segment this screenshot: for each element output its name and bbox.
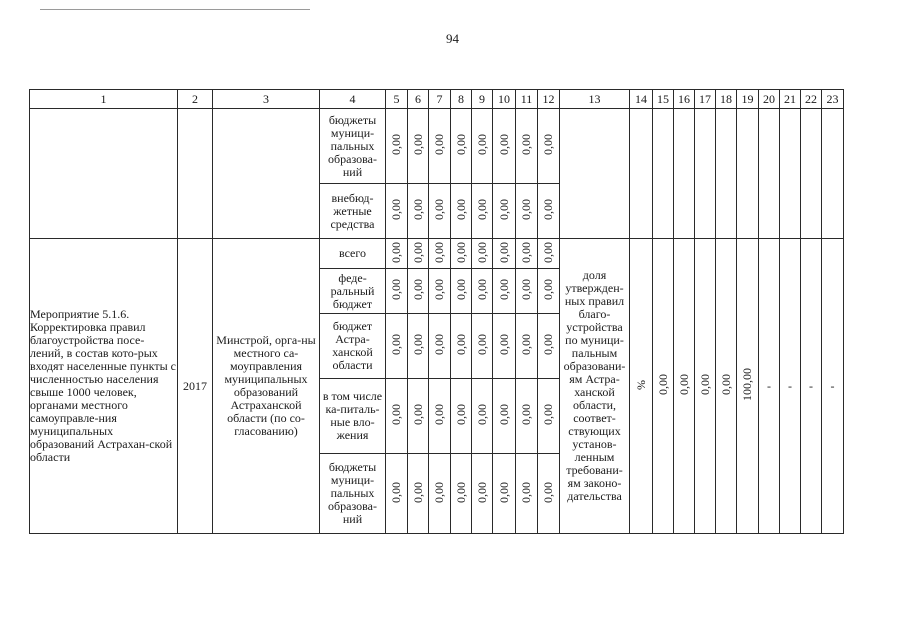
value-cell xyxy=(516,314,538,379)
col-header: 13 xyxy=(560,90,630,109)
value-cell xyxy=(472,239,493,269)
value-cell-text: 0,00 xyxy=(410,404,425,425)
col-header: 11 xyxy=(516,90,538,109)
col-header: 17 xyxy=(695,90,716,109)
funding-source: бюджет Астра-ханской области xyxy=(320,314,386,379)
value-cell-text: 0,00 xyxy=(519,334,533,355)
col-header: 19 xyxy=(737,90,759,109)
value-cell-text: 0,00 xyxy=(389,404,403,425)
value-cell-text: 0,00 xyxy=(410,279,425,300)
value-cell-text: 0,00 xyxy=(496,279,511,300)
value-cell xyxy=(451,454,472,534)
scan-artifact-line xyxy=(40,9,310,10)
col-header: 23 xyxy=(822,90,844,109)
value-cell xyxy=(429,184,451,239)
value-cell xyxy=(429,109,451,184)
target-value: - xyxy=(822,239,844,534)
col-header: 22 xyxy=(801,90,822,109)
value-cell-text: 0,00 xyxy=(410,481,425,503)
page-number: 94 xyxy=(446,31,459,46)
value-cell-text: 0,00 xyxy=(389,134,403,155)
empty-cell xyxy=(737,109,759,239)
value-cell xyxy=(493,239,516,269)
value-cell xyxy=(386,379,408,454)
value-cell xyxy=(493,184,516,239)
value-cell-text: 0,00 xyxy=(389,279,403,300)
table-row xyxy=(30,239,844,269)
header-row xyxy=(30,90,844,109)
target-value xyxy=(653,239,674,534)
funding-source: внебюд-жетные средства xyxy=(320,184,386,239)
value-cell xyxy=(538,239,560,269)
target-value-text: 0,00 xyxy=(676,374,691,395)
value-cell-text: 0,00 xyxy=(474,134,489,155)
budget-table xyxy=(29,89,844,534)
value-cell xyxy=(429,269,451,314)
value-cell-text: 0,00 xyxy=(453,134,468,155)
target-value-text: 100,00 xyxy=(740,368,754,401)
value-cell-text: 0,00 xyxy=(410,199,425,220)
value-cell xyxy=(386,269,408,314)
target-value-text: 0,00 xyxy=(697,374,712,395)
value-cell xyxy=(408,269,429,314)
value-cell-text: 0,00 xyxy=(410,334,425,355)
col-header: 5 xyxy=(386,90,408,109)
indicator-unit-text: % xyxy=(633,379,648,390)
value-cell-text: 0,00 xyxy=(453,404,468,425)
value-cell xyxy=(472,314,493,379)
funding-source: феде-ральный бюджет xyxy=(320,269,386,314)
value-cell-text: 0,00 xyxy=(453,199,468,220)
value-cell xyxy=(408,314,429,379)
value-cell-text: 0,00 xyxy=(432,134,446,155)
value-cell-text: 0,00 xyxy=(541,334,555,355)
measure-executor: Минстрой, орга-ны местного са-моуправления муниципальных образований Астраханской области (по со-гласованию) xyxy=(213,239,320,534)
value-cell-text: 0,00 xyxy=(453,334,468,355)
value-cell-text: 0,00 xyxy=(453,279,468,300)
value-cell xyxy=(493,379,516,454)
value-cell xyxy=(538,269,560,314)
value-cell xyxy=(493,269,516,314)
value-cell-text: 0,00 xyxy=(496,241,511,263)
value-cell-text: 0,00 xyxy=(541,241,555,263)
value-cell xyxy=(429,239,451,269)
value-cell-text: 0,00 xyxy=(389,241,403,263)
col-header: 14 xyxy=(630,90,653,109)
col-header: 10 xyxy=(493,90,516,109)
value-cell xyxy=(408,184,429,239)
value-cell xyxy=(451,109,472,184)
col-header: 6 xyxy=(408,90,429,109)
value-cell-text: 0,00 xyxy=(389,481,403,503)
value-cell xyxy=(429,314,451,379)
indicator-unit xyxy=(630,239,653,534)
col-header: 9 xyxy=(472,90,493,109)
col-header: 3 xyxy=(213,90,320,109)
value-cell xyxy=(538,454,560,534)
target-value xyxy=(695,239,716,534)
value-cell-text: 0,00 xyxy=(432,199,446,220)
value-cell-text: 0,00 xyxy=(474,279,489,300)
value-cell-text: 0,00 xyxy=(453,481,468,503)
value-cell xyxy=(451,379,472,454)
value-cell-text: 0,00 xyxy=(519,134,533,155)
col-header: 15 xyxy=(653,90,674,109)
value-cell xyxy=(493,454,516,534)
value-cell-text: 0,00 xyxy=(519,279,533,300)
col-header: 1 xyxy=(30,90,178,109)
value-cell-text: 0,00 xyxy=(432,241,446,263)
value-cell xyxy=(516,269,538,314)
funding-source: бюджеты муници-пальных образова-ний xyxy=(320,454,386,534)
table-row xyxy=(30,109,844,184)
measure-name: Мероприятие 5.1.6. Корректировка правил благоустройства посе-лений, в состав кото-рых входят населенные пункты с численностью населения свыше 1000 человек, органами местного самоуправле-ния муниципальных образований Астрахан-ской области xyxy=(30,239,178,534)
indicator-text: доля утвержден-ных правил благо-устройства по муници-пальным образовани-ям Астра-ханской области, соответ-ствующих установ-ленным требовани-ям законо-дательства xyxy=(560,239,630,534)
value-cell xyxy=(451,239,472,269)
value-cell xyxy=(472,184,493,239)
col-header: 4 xyxy=(320,90,386,109)
value-cell xyxy=(451,314,472,379)
value-cell-text: 0,00 xyxy=(519,404,533,425)
value-cell-text: 0,00 xyxy=(541,481,555,503)
value-cell-text: 0,00 xyxy=(453,241,468,263)
value-cell-text: 0,00 xyxy=(389,199,403,220)
target-value-text: 0,00 xyxy=(718,374,733,395)
value-cell xyxy=(451,184,472,239)
empty-cell xyxy=(695,109,716,239)
value-cell xyxy=(516,109,538,184)
target-value: - xyxy=(801,239,822,534)
value-cell xyxy=(538,109,560,184)
measure-year: 2017 xyxy=(178,239,213,534)
empty-cell xyxy=(30,109,178,239)
value-cell-text: 0,00 xyxy=(541,279,555,300)
value-cell xyxy=(538,184,560,239)
value-cell-text: 0,00 xyxy=(496,199,511,220)
empty-cell xyxy=(653,109,674,239)
value-cell xyxy=(386,239,408,269)
empty-cell xyxy=(674,109,695,239)
col-header: 16 xyxy=(674,90,695,109)
value-cell xyxy=(493,314,516,379)
empty-cell xyxy=(759,109,780,239)
value-cell-text: 0,00 xyxy=(541,134,555,155)
value-cell-text: 0,00 xyxy=(519,199,533,220)
col-header: 18 xyxy=(716,90,737,109)
value-cell-text: 0,00 xyxy=(519,241,533,263)
empty-cell xyxy=(178,109,213,239)
value-cell-text: 0,00 xyxy=(410,241,425,263)
col-header: 21 xyxy=(780,90,801,109)
target-value xyxy=(674,239,695,534)
value-cell xyxy=(408,239,429,269)
value-cell-text: 0,00 xyxy=(432,404,446,425)
value-cell-text: 0,00 xyxy=(474,241,489,263)
col-header: 20 xyxy=(759,90,780,109)
funding-source: бюджеты муници-пальных образова-ний xyxy=(320,109,386,184)
col-header: 7 xyxy=(429,90,451,109)
value-cell-text: 0,00 xyxy=(474,334,489,355)
value-cell-text: 0,00 xyxy=(432,334,446,355)
target-value xyxy=(737,239,759,534)
value-cell-text: 0,00 xyxy=(410,134,425,155)
value-cell-text: 0,00 xyxy=(496,334,511,355)
value-cell xyxy=(516,184,538,239)
target-value-text: 0,00 xyxy=(655,374,670,395)
funding-source: в том числе ка-питаль-ные вло-жения xyxy=(320,379,386,454)
value-cell xyxy=(472,379,493,454)
value-cell-text: 0,00 xyxy=(496,134,511,155)
empty-cell xyxy=(822,109,844,239)
value-cell xyxy=(386,109,408,184)
value-cell xyxy=(451,269,472,314)
value-cell xyxy=(472,454,493,534)
value-cell xyxy=(538,314,560,379)
value-cell xyxy=(408,109,429,184)
value-cell-text: 0,00 xyxy=(389,334,403,355)
value-cell xyxy=(386,184,408,239)
value-cell xyxy=(429,454,451,534)
value-cell xyxy=(429,379,451,454)
empty-cell xyxy=(213,109,320,239)
col-header: 2 xyxy=(178,90,213,109)
value-cell-text: 0,00 xyxy=(432,481,446,503)
value-cell xyxy=(386,454,408,534)
empty-cell xyxy=(560,109,630,239)
empty-cell xyxy=(716,109,737,239)
value-cell-text: 0,00 xyxy=(474,404,489,425)
value-cell-text: 0,00 xyxy=(541,404,555,425)
value-cell xyxy=(472,269,493,314)
value-cell xyxy=(386,314,408,379)
empty-cell xyxy=(801,109,822,239)
value-cell xyxy=(516,239,538,269)
value-cell xyxy=(408,454,429,534)
empty-cell xyxy=(780,109,801,239)
value-cell-text: 0,00 xyxy=(474,481,489,503)
value-cell xyxy=(516,454,538,534)
empty-cell xyxy=(630,109,653,239)
value-cell xyxy=(493,109,516,184)
value-cell xyxy=(408,379,429,454)
value-cell-text: 0,00 xyxy=(432,279,446,300)
target-value: - xyxy=(780,239,801,534)
value-cell xyxy=(516,379,538,454)
value-cell-text: 0,00 xyxy=(496,481,511,503)
value-cell-text: 0,00 xyxy=(541,199,555,220)
col-header: 8 xyxy=(451,90,472,109)
value-cell-text: 0,00 xyxy=(496,404,511,425)
target-value xyxy=(716,239,737,534)
col-header: 12 xyxy=(538,90,560,109)
target-value: - xyxy=(759,239,780,534)
funding-source: всего xyxy=(320,239,386,269)
value-cell xyxy=(538,379,560,454)
value-cell-text: 0,00 xyxy=(519,481,533,503)
value-cell-text: 0,00 xyxy=(474,199,489,220)
value-cell xyxy=(472,109,493,184)
